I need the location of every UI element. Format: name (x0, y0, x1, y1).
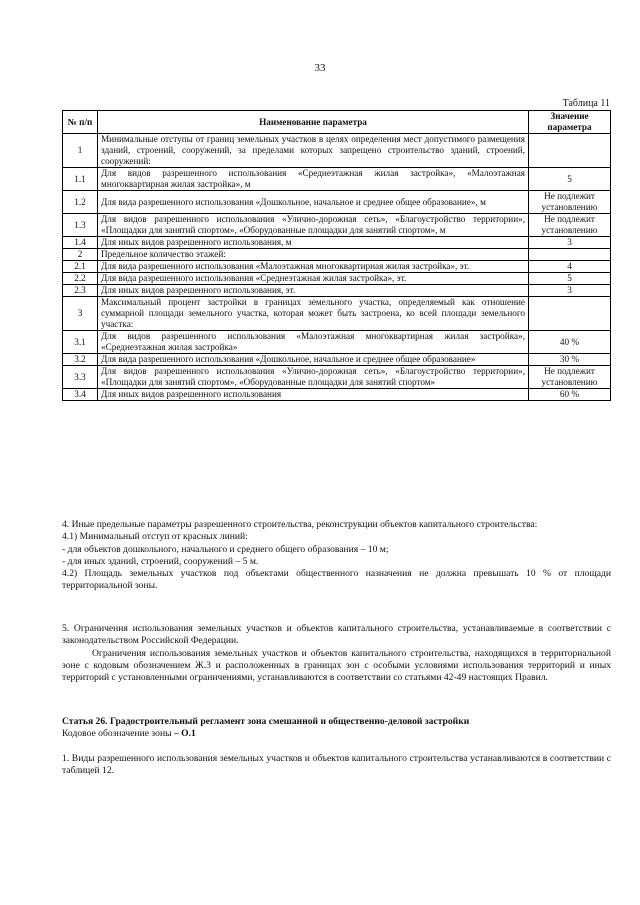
row-number: 3.2 (63, 354, 98, 366)
section-4 (62, 519, 611, 593)
row-number: 1.4 (63, 237, 98, 249)
article-paragraph-1: 1. Виды разрешенного использования земельных участков и объектов капитального строительства устанавливаются в соответствии с таблицей 12. (62, 752, 611, 776)
row-parameter: Для иных видов разрешенного использования (98, 389, 529, 401)
row-parameter: Для видов разрешенного использования «Улично-дорожная сеть», «Благоустройство территории», «Площадки для занятий спортом», «Оборудованные площадки для занятий спортом», м (98, 214, 529, 237)
row-number: 3 (63, 297, 98, 331)
page-number: 33 (314, 62, 326, 74)
table-header-row (63, 111, 611, 134)
row-value: Не подлежит установлению (529, 366, 611, 389)
section-4-intro: 4. Иные предельные параметры разрешенного строительства, реконструкции объектов капитального строительства: (62, 519, 538, 530)
row-number: 1.3 (63, 214, 98, 237)
row-number: 2.3 (63, 285, 98, 297)
row-value (529, 249, 611, 261)
row-number: 1 (63, 134, 98, 168)
section-5 (62, 623, 611, 684)
table-row (63, 191, 611, 214)
article-heading: Статья 26. Градостроительный регламент зона смешанной и общественно-деловой застройки (62, 716, 470, 727)
section-5-intro: 5. Ограничения использования земельных участков и объектов капитального строительства, устанавливаемые в соответствии с законодательством Российской Федерации. (62, 623, 611, 647)
header-parameter: Наименование параметра (98, 111, 529, 134)
row-number: 3.4 (63, 389, 98, 401)
row-parameter: Для иных видов разрешенного использования, м (98, 237, 529, 249)
row-value: 40 % (529, 331, 611, 354)
row-value: 60 % (529, 389, 611, 401)
zone-code-label: Кодовое обозначение зоны (62, 728, 174, 740)
row-number: 2.2 (63, 273, 98, 285)
row-value: Не подлежит установлению (529, 214, 611, 237)
row-parameter: Минимальные отступы от границ земельных участков в целях определения мест допустимого размещения зданий, строений, сооружений, за пределами которых запрещено строительство зданий, строений, сооружений: (98, 134, 529, 168)
row-value: 5 (529, 168, 611, 191)
row-number: 1.1 (63, 168, 98, 191)
row-value (529, 134, 611, 168)
table-row (63, 366, 611, 389)
section-5-text: Ограничения использования земельных участков и объектов капитального строительства, находящихся в территориальной зоне с кодовым обозначением Ж.3 и расположенных в границах зон с особыми условиями использования территорий и иных территорий с установленными ограничениями, устанавливаются в соответствии со статьями 42-49 настоящих Правил. (62, 647, 611, 684)
table-caption: Таблица 11 (562, 98, 610, 109)
section-4-1-a: - для объектов дошкольного, начального и среднего общего образования – 10 м; (62, 543, 389, 555)
row-parameter: Для вида разрешенного использования «Среднеэтажная жилая застройка», эт. (98, 273, 529, 285)
section-4-1: 4.1) Минимальный отступ от красных линий: (62, 531, 248, 543)
table-row (63, 249, 611, 261)
section-4-2: 4.2) Площадь земельных участков под объектами общественного назначения не должна превышать 10 % от площади территориальной зоны. (62, 568, 611, 592)
row-parameter: Максимальный процент застройки в границах земельного участка, определяемый как отношение суммарной площади земельного участка, которая может быть застроена, ко всей площади земельного участка: (98, 297, 529, 331)
table-row (63, 354, 611, 366)
row-value: 30 % (529, 354, 611, 366)
table-row (63, 168, 611, 191)
row-parameter: Для видов разрешенного использования «Среднеэтажная жилая застройка», «Малоэтажная многоквартирная жилая застройка», м (98, 168, 529, 191)
row-value: Не подлежит установлению (529, 191, 611, 214)
row-value: 4 (529, 261, 611, 273)
row-value: 3 (529, 237, 611, 249)
header-value: Значение параметра (529, 111, 611, 134)
row-number: 3.1 (63, 331, 98, 354)
table-row (63, 285, 611, 297)
row-parameter: Для вида разрешенного использования «Дошкольное, начальное и среднее общее образование» (98, 354, 529, 366)
row-parameter: Для вида разрешенного использования «Малоэтажная многоквартирная жилая застройка», эт. (98, 261, 529, 273)
row-parameter: Для видов разрешенного использования «Малоэтажная многоквартирная жилая застройка», «Среднеэтажная жилая застройка» (98, 331, 529, 354)
header-number: № п/п (63, 111, 98, 134)
table-row (63, 389, 611, 401)
table-row (63, 237, 611, 249)
row-value: 3 (529, 285, 611, 297)
row-value (529, 297, 611, 331)
section-4-1-b: - для иных зданий, строений, сооружений – 5 м. (62, 555, 259, 567)
row-number: 2 (63, 249, 98, 261)
row-value: 5 (529, 273, 611, 285)
table-row (63, 331, 611, 354)
row-parameter: Для иных видов разрешенного использования, эт. (98, 285, 529, 297)
row-parameter: Для видов разрешенного использования «Улично-дорожная сеть», «Благоустройство территории», «Площадки для занятий спортом», «Оборудованные площадки для занятий спортом» (98, 366, 529, 389)
parameters-table (62, 110, 611, 401)
row-number: 3.3 (63, 366, 98, 389)
table-row (63, 273, 611, 285)
zone-code-line (62, 728, 611, 740)
table-row (63, 214, 611, 237)
table-row (63, 297, 611, 331)
row-parameter: Для вида разрешенного использования «Дошкольное, начальное и среднее общее образование», м (98, 191, 529, 214)
row-parameter: Предельное количество этажей: (98, 249, 529, 261)
table-row (63, 134, 611, 168)
row-number: 1.2 (63, 191, 98, 214)
table-body (63, 134, 611, 401)
row-number: 2.1 (63, 261, 98, 273)
article-26 (62, 716, 611, 777)
zone-code-value: – О.1 (173, 728, 196, 740)
table-row (63, 261, 611, 273)
